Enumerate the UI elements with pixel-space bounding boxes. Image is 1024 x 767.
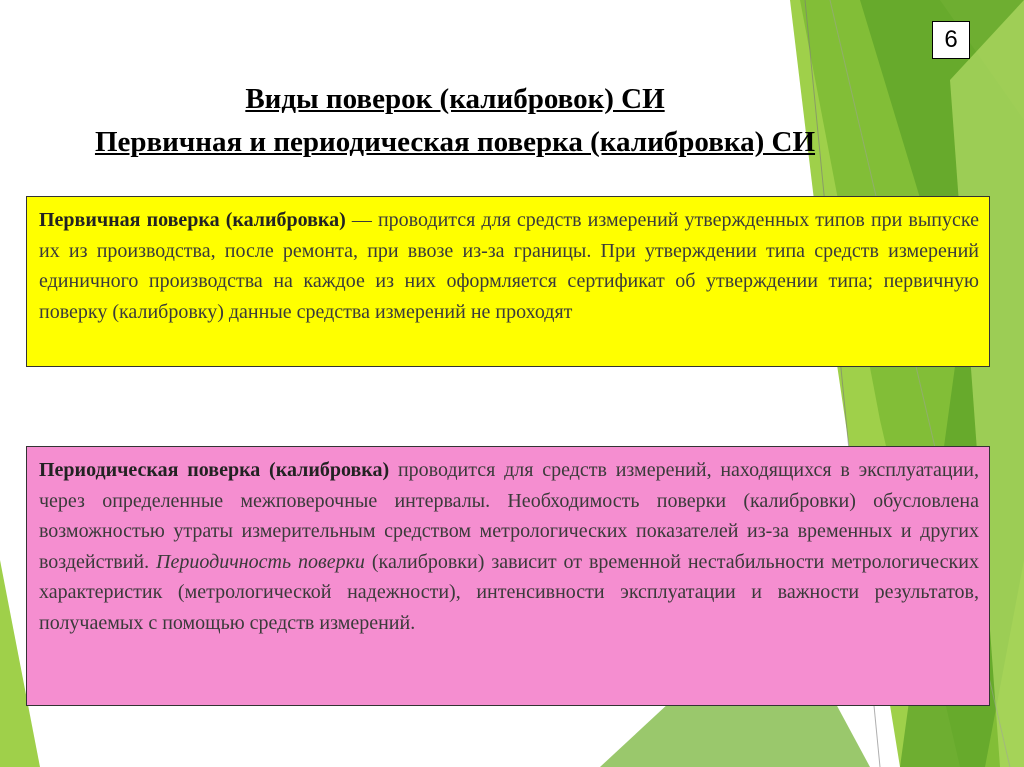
periodic-verification-box <box>26 446 990 706</box>
periodic-verification-text-2: (калибровки) зависит от временной нестабильности метрологических характеристик (метрологической надежности), интенсивности эксплуатации и важности результатов, получаемых с помощью средств измерений. <box>39 550 979 634</box>
primary-verification-term: Первичная поверка (калибровка) <box>39 209 346 231</box>
slide-subtitle: Первичная и периодическая поверка (калибровка) СИ <box>94 126 816 158</box>
slide-title: Виды поверок (калибровок) СИ <box>245 83 665 115</box>
primary-verification-box <box>26 196 990 367</box>
periodicity-emphasis: Периодичность поверки <box>156 550 365 573</box>
periodic-verification-term: Периодическая поверка (калибровка) <box>39 459 390 481</box>
primary-verification-text: — проводится для средств измерений утвержденных типов при выпуске их из производства, после ремонта, при ввозе из-за границы. При утверждении типа средств измерений единичного производства на каждое из них оформляется сертификат об утверждении типа; первичную поверку (калибровку) данные средства измерений не проходят <box>39 209 979 323</box>
page-number: 6 <box>932 21 970 59</box>
periodic-verification-text-1: проводится для средств измерений, находящихся в эксплуатации, через определенные межповерочные интервалы. Необходимость поверки (калибровки) обусловлена возможностью утраты измерительным средством метрологических показателей из-за временных и других воздействий. <box>39 459 979 573</box>
